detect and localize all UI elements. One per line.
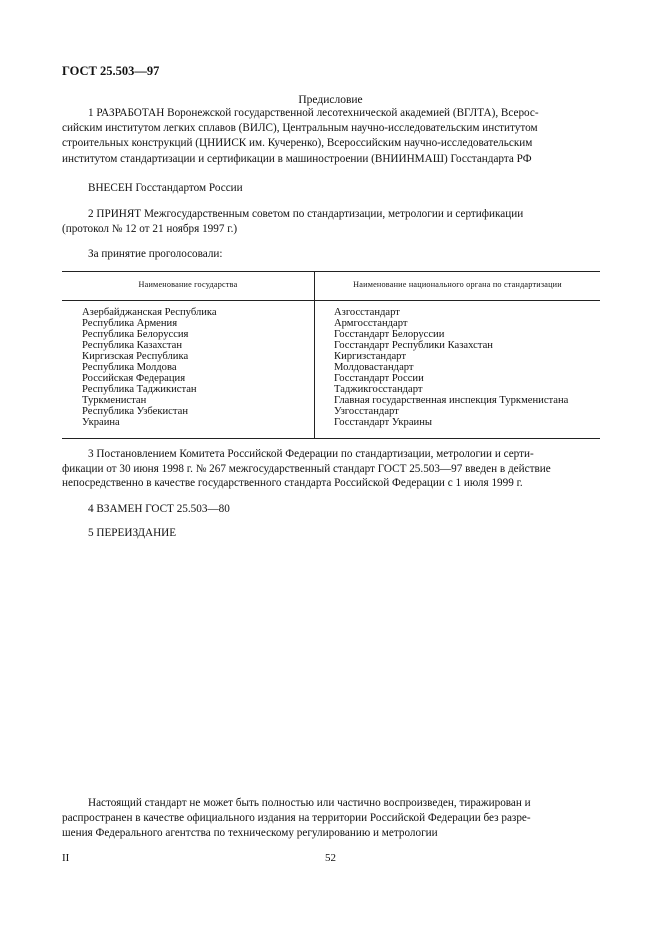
table-cell-body: Госстандарт Республики Казахстан [334, 339, 493, 351]
table-cell-state: Республика Узбекистан [82, 405, 189, 417]
document-header: ГОСТ 25.503—97 [62, 64, 160, 78]
introduced-line: ВНЕСЕН Госстандартом России [88, 182, 243, 194]
table-cell-state: Республика Молдова [82, 361, 177, 373]
table-cell-body: Главная государственная инспекция Туркменистана [334, 394, 569, 406]
table-cell-body: Госстандарт Белоруссии [334, 328, 445, 340]
section-title: Предисловие [298, 94, 363, 106]
table-cell-state: Российская Федерация [82, 372, 186, 384]
table-cell-body: Молдовастандарт [334, 361, 414, 373]
text-line: Настоящий стандарт не может быть полностью или частично воспроизведен, тиражирован и [88, 797, 531, 809]
text-line: (протокол № 12 от 21 ноября 1997 г.) [62, 223, 238, 235]
table-cell-body: Азгосстандарт [334, 307, 400, 318]
table-header-state: Наименование государства [138, 280, 238, 289]
text-line: 3 Постановлением Комитета Российской Федерации по стандартизации, метрологии и серти- [88, 448, 534, 460]
text-line: сийским институтом легких сплавов (ВИЛС), Центральным научно-исследовательским институтом [62, 122, 538, 134]
table-cell-body: Армгосстандарт [334, 317, 408, 329]
table-cell-body: Госстандарт России [334, 372, 424, 384]
bodies-column [334, 308, 568, 428]
text-line: 2 ПРИНЯТ Межгосударственным советом по стандартизации, метрологии и сертификации [88, 208, 524, 220]
text-line: шения Федерального агентства по техническому регулированию и метрологии [62, 827, 438, 839]
voted-line: За принятие проголосовали: [88, 248, 223, 260]
item-5-line: 5 ПЕРЕИЗДАНИЕ [88, 527, 177, 539]
text-line: институтом стандартизации и сертификации в машиностроении (ВНИИНМАШ) Госстандарта РФ [62, 153, 532, 165]
table-cell-body: Киргизстандарт [334, 350, 406, 362]
voting-table [62, 271, 600, 439]
table-cell-body: Таджикгосстандарт [334, 383, 423, 395]
text-line: распространен в качестве официального издания на территории Российской Федерации без разре- [62, 812, 531, 824]
text-line: строительных конструкций (ЦНИИСК им. Кучеренко), Всероссийским научно-исследовательским [62, 137, 533, 149]
item-4-line: 4 ВЗАМЕН ГОСТ 25.503—80 [88, 503, 230, 515]
table-cell-state: Республика Белоруссия [82, 328, 189, 340]
text-line: непосредственно в качестве государственного стандарта Российской Федерации с 1 июля 1999 г. [62, 477, 523, 489]
text-line: фикации от 30 июня 1998 г. № 267 межгосударственный стандарт ГОСТ 25.503—97 введен в действие [62, 463, 551, 475]
header-divider [62, 300, 600, 301]
table-cell-body: Госстандарт Украины [334, 416, 432, 428]
text-line: 1 РАЗРАБОТАН Воронежской государственной лесотехнической академией (ВГЛТА), Всерос- [88, 107, 539, 119]
table-cell-state: Азербайджанская Республика [82, 307, 217, 318]
footer-roman: II [62, 852, 70, 864]
page-number: 52 [325, 852, 336, 864]
table-cell-state: Республика Таджикистан [82, 383, 197, 395]
table-cell-state: Республика Казахстан [82, 339, 183, 351]
table-cell-body: Узгосстандарт [334, 405, 399, 417]
table-cell-state: Туркменистан [82, 394, 147, 406]
table-header-body: Наименование национального органа по стандартизации [353, 280, 562, 289]
table-cell-state: Украина [82, 416, 120, 428]
table-cell-state: Киргизская Республика [82, 350, 189, 362]
column-divider [314, 272, 315, 438]
table-cell-state: Республика Армения [82, 317, 178, 329]
states-column [82, 308, 217, 428]
